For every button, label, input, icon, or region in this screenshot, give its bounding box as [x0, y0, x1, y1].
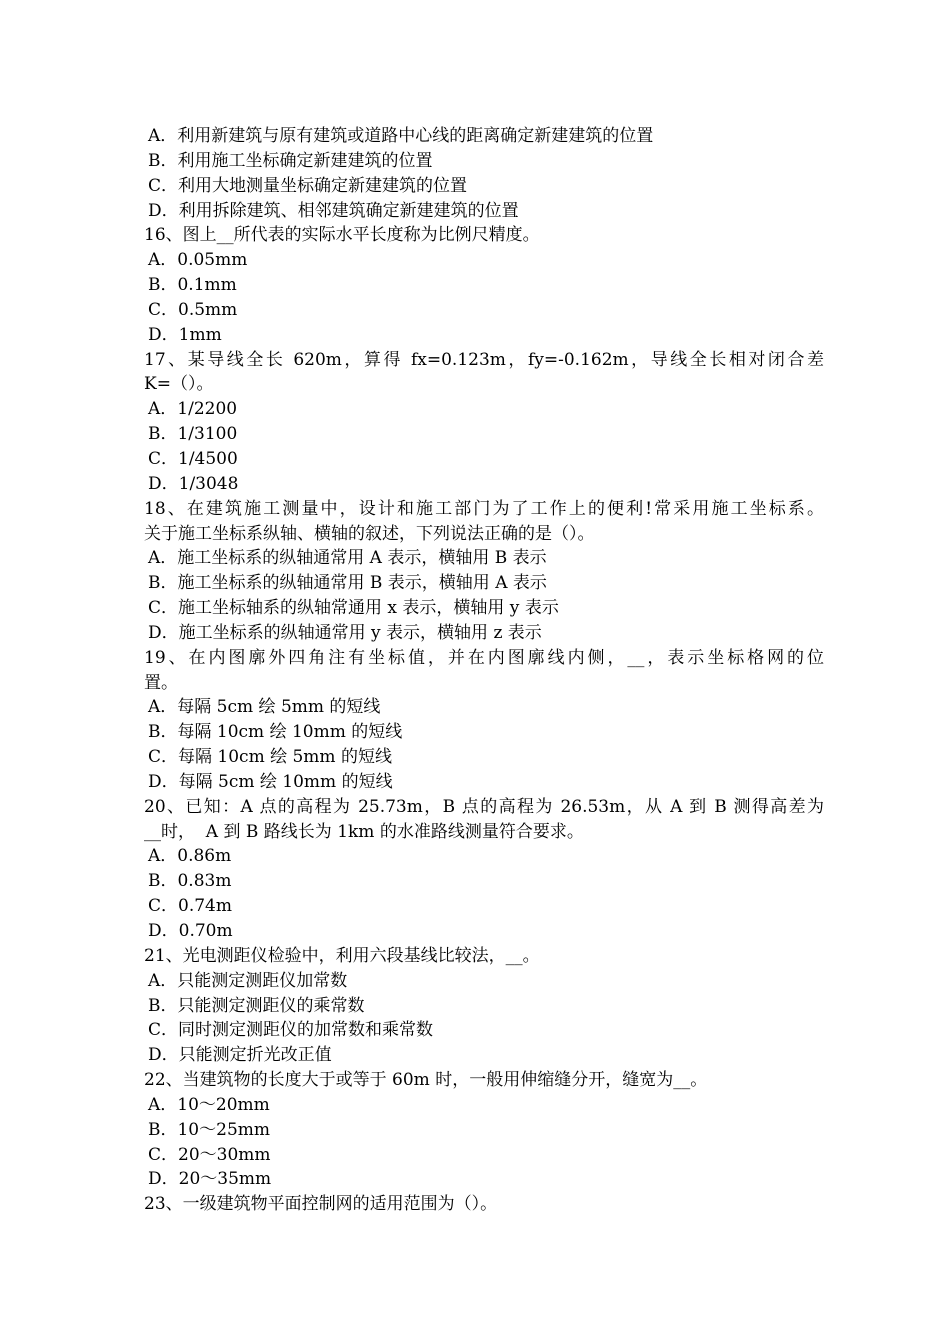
- question-text: 22、当建筑物的长度大于或等于 60m 时，一般用伸缩缝分开，缝宽为__。: [144, 1070, 708, 1091]
- option-b: B．0.83m: [148, 871, 232, 892]
- option-d: D．施工坐标系的纵轴通常用 y 表示，横轴用 z 表示: [148, 622, 542, 643]
- option-c: C．利用大地测量坐标确定新建建筑的位置: [148, 175, 468, 196]
- option-b: B．10～25mm: [148, 1119, 270, 1140]
- option-a: A．每隔 5cm 绘 5mm 的短线: [148, 697, 381, 718]
- option-d: D．0.70m: [148, 921, 233, 941]
- question-text: 19、在内图廓外四角注有坐标值，并在内图廓线内侧，__，表示坐标格网的位: [144, 647, 824, 668]
- option-a: A．0.86m: [148, 846, 232, 867]
- option-b: B．每隔 10cm 绘 10mm 的短线: [148, 722, 403, 743]
- question-text: 17、某导线全长 620m，算得 fx=0.123m，fy=-0.162m，导线全长相对闭合差: [144, 349, 824, 370]
- question-text-continued: __时， A 到 B 路线长为 1km 的水准路线测量符合要求。: [144, 821, 584, 842]
- question-text: 23、一级建筑物平面控制网的适用范围为（）。: [144, 1194, 498, 1215]
- question-20: [144, 795, 824, 944]
- document-body: [144, 124, 824, 1217]
- question-19: [144, 646, 824, 795]
- option-d: D．1/3048: [148, 473, 239, 494]
- continuation-options: [144, 124, 824, 223]
- question-text-continued: 关于施工坐标系纵轴、横轴的叙述，下列说法正确的是（）。: [144, 523, 595, 544]
- option-d: D．只能测定折光改正值: [148, 1045, 332, 1066]
- option-a: A．1/2200: [148, 399, 238, 420]
- question-text-continued: K=（）。: [144, 374, 214, 395]
- option-c: C．施工坐标轴系的纵轴常通用 x 表示，横轴用 y 表示: [148, 598, 559, 619]
- option-b: B．利用施工坐标确定新建建筑的位置: [148, 150, 433, 171]
- option-d: D．利用拆除建筑、相邻建筑确定新建建筑的位置: [148, 200, 519, 221]
- question-18: [144, 497, 824, 646]
- question-text: 18、在建筑施工测量中，设计和施工部门为了工作上的便利!常采用施工坐标系。: [144, 498, 824, 519]
- option-a: A．施工坐标系的纵轴通常用 A 表示，横轴用 B 表示: [148, 548, 547, 569]
- question-text: 21、光电测距仪检验中，利用六段基线比较法，__。: [144, 945, 540, 966]
- option-d: D．1mm: [148, 324, 222, 345]
- question-16: [144, 223, 824, 347]
- option-c: C．1/4500: [148, 448, 238, 469]
- option-c: C．0.74m: [148, 896, 232, 917]
- option-b: B．施工坐标系的纵轴通常用 B 表示，横轴用 A 表示: [148, 573, 547, 594]
- option-a: A．利用新建筑与原有建筑或道路中心线的距离确定新建建筑的位置: [148, 126, 654, 146]
- option-c: C．同时测定测距仪的加常数和乘常数: [148, 1020, 434, 1041]
- question-21: [144, 944, 824, 1068]
- question-text: 16、图上__所代表的实际水平长度称为比例尺精度。: [144, 225, 540, 246]
- option-d: D．20～35mm: [148, 1169, 272, 1190]
- option-b: B．只能测定测距仪的乘常数: [148, 995, 365, 1016]
- option-a: A．10～20mm: [148, 1094, 270, 1115]
- question-23: [144, 1192, 824, 1217]
- option-b: B．0.1mm: [148, 275, 237, 296]
- option-a: A．只能测定测距仪加常数: [148, 970, 348, 991]
- option-c: C．0.5mm: [148, 299, 238, 320]
- option-d: D．每隔 5cm 绘 10mm 的短线: [148, 771, 393, 792]
- option-c: C．每隔 10cm 绘 5mm 的短线: [148, 747, 392, 768]
- question-text: 20、已知：A 点的高程为 25.73m，B 点的高程为 26.53m，从 A 到 B 测得高差为: [144, 796, 824, 817]
- question-22: [144, 1068, 824, 1192]
- question-text-continued: 置。: [144, 672, 178, 693]
- option-c: C．20～30mm: [148, 1144, 271, 1165]
- option-a: A．0.05mm: [148, 250, 248, 271]
- option-b: B．1/3100: [148, 424, 238, 445]
- question-17: [144, 348, 824, 497]
